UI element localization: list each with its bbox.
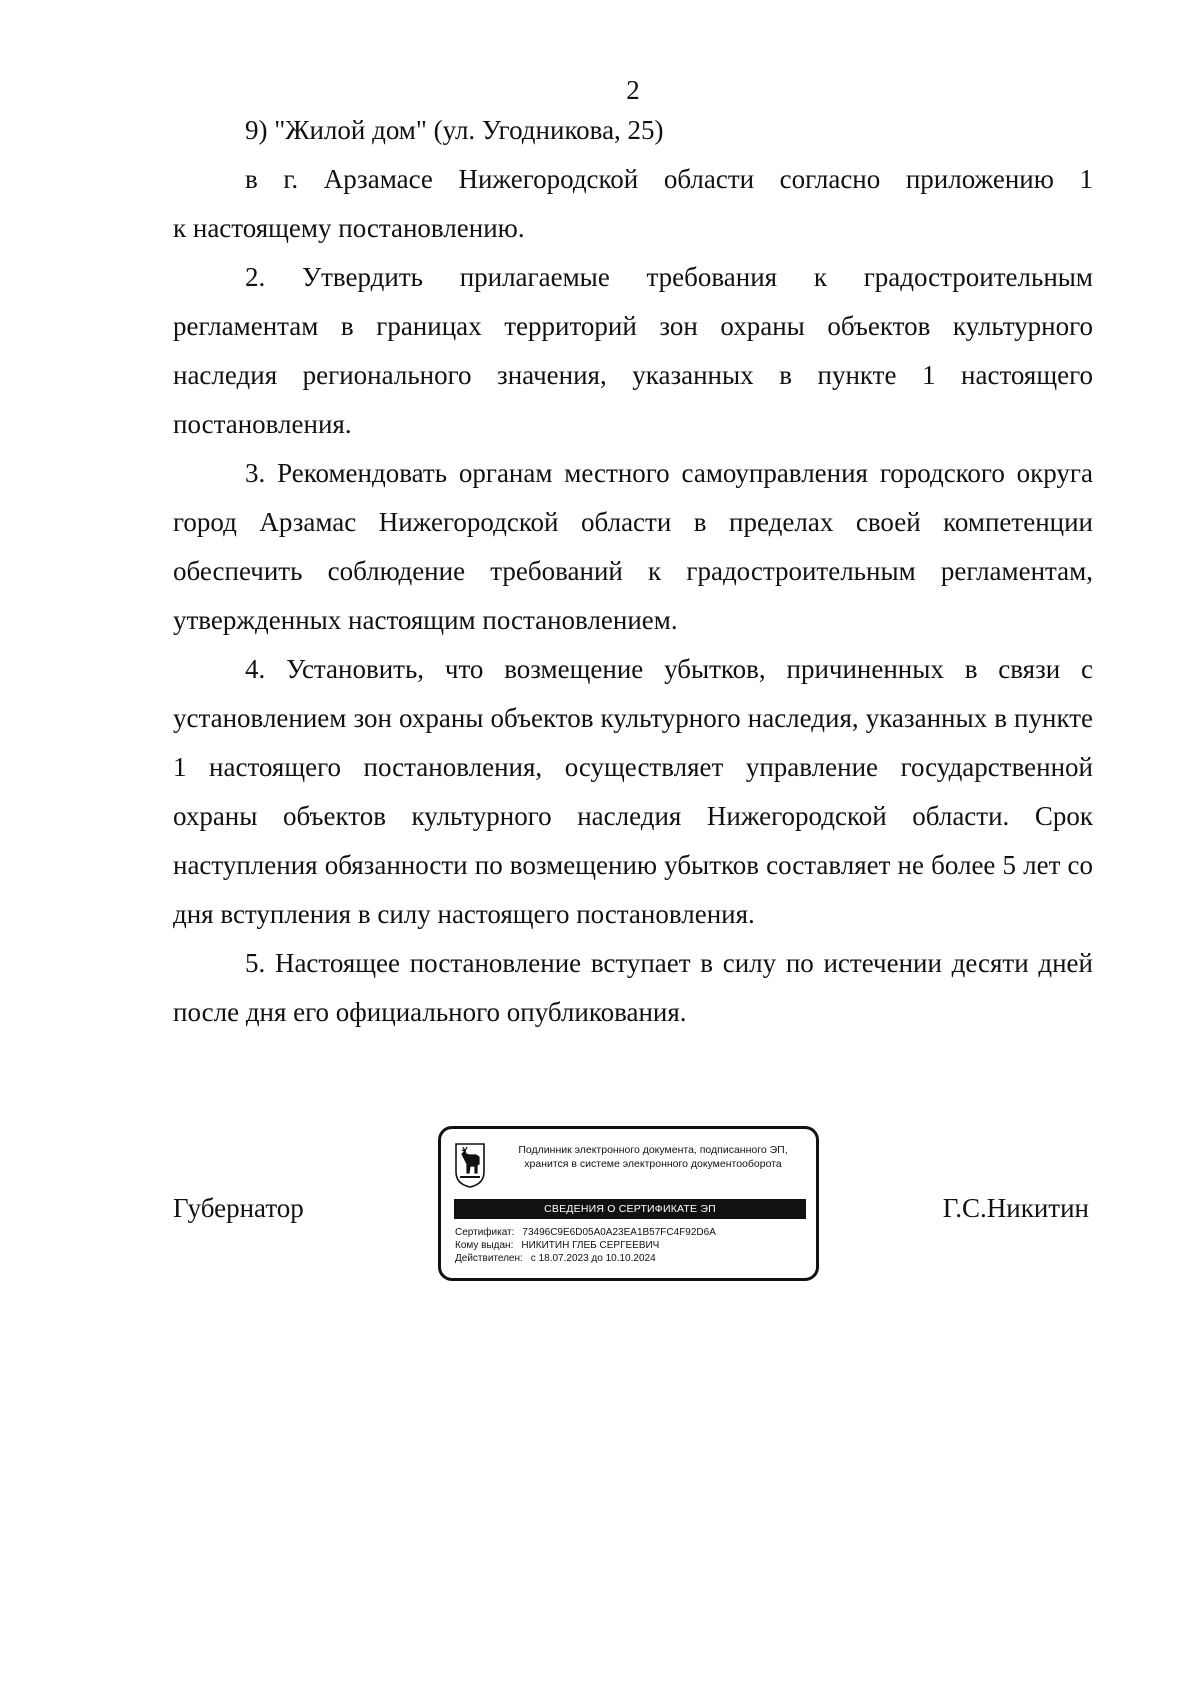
stamp-header-line-2: хранится в системе электронного документооборота [524, 1158, 782, 1170]
certificate-label: Сертификат: [455, 1227, 515, 1238]
stamp-title-bar: СВЕДЕНИЯ О СЕРТИФИКАТЕ ЭП [454, 1199, 806, 1219]
signatory-position: Губернатор [173, 1193, 304, 1223]
issued-to-value: НИКИТИН ГЛЕБ СЕРГЕЕВИЧ [521, 1240, 660, 1251]
page-number: 2 [626, 75, 640, 105]
validity-row [455, 1252, 807, 1265]
list-item-9: 9) "Жилой дом" (ул. Угодникова, 25) [245, 115, 664, 145]
deer-coat-of-arms-icon [454, 1142, 486, 1188]
paragraph-3: 3. Рекомендовать органам местного самоуправления городского округа город Арзамас Нижегородской области в пределах своей компетенции обеспечить соблюдение требований к градостроительным регламентам, утвержденных настоящим постановлением. [173, 458, 1093, 635]
certificate-value: 73496C9E6D05A0A23EA1B57FC4F92D6A [522, 1227, 716, 1238]
signatory-name: Г.С.Никитин [942, 1193, 1089, 1223]
paragraph-4: 4. Установить, что возмещение убытков, причиненных в связи с установлением зон охраны объектов культурного наследия, указанных в пункте 1 настоящего постановления, осуществляет управление государственной охраны объектов культурного наследия Нижегородской области. Срок наступления обязанности по возмещению убытков составляет не более 5 лет со дня вступления в силу настоящего постановления. [173, 654, 1093, 929]
paragraph-2: 2. Утвердить прилагаемые требования к градостроительным регламентам в границах территорий зон охраны объектов культурного наследия регионального значения, указанных в пункте 1 настоящего постановления. [173, 262, 1093, 439]
electronic-signature-stamp [438, 1126, 819, 1281]
paragraph-5: 5. Настоящее постановление вступает в силу по истечении десяти дней после дня его официального опубликования. [173, 948, 1093, 1027]
certificate-row [455, 1226, 807, 1239]
stamp-header [493, 1143, 813, 1171]
validity-value: с 18.07.2023 до 10.10.2024 [530, 1253, 656, 1264]
stamp-details [455, 1226, 807, 1265]
paragraph-1-line-2: к настоящему постановлению. [173, 213, 525, 243]
paragraph-1-line-1: в г. Арзамасе Нижегородской области согласно приложению 1 [245, 164, 1093, 194]
validity-label: Действителен: [455, 1253, 523, 1264]
issued-to-row [455, 1239, 807, 1252]
stamp-header-line-1: Подлинник электронного документа, подписанного ЭП, [518, 1144, 788, 1156]
document-body [173, 106, 1093, 1037]
issued-to-label: Кому выдан: [455, 1240, 514, 1251]
